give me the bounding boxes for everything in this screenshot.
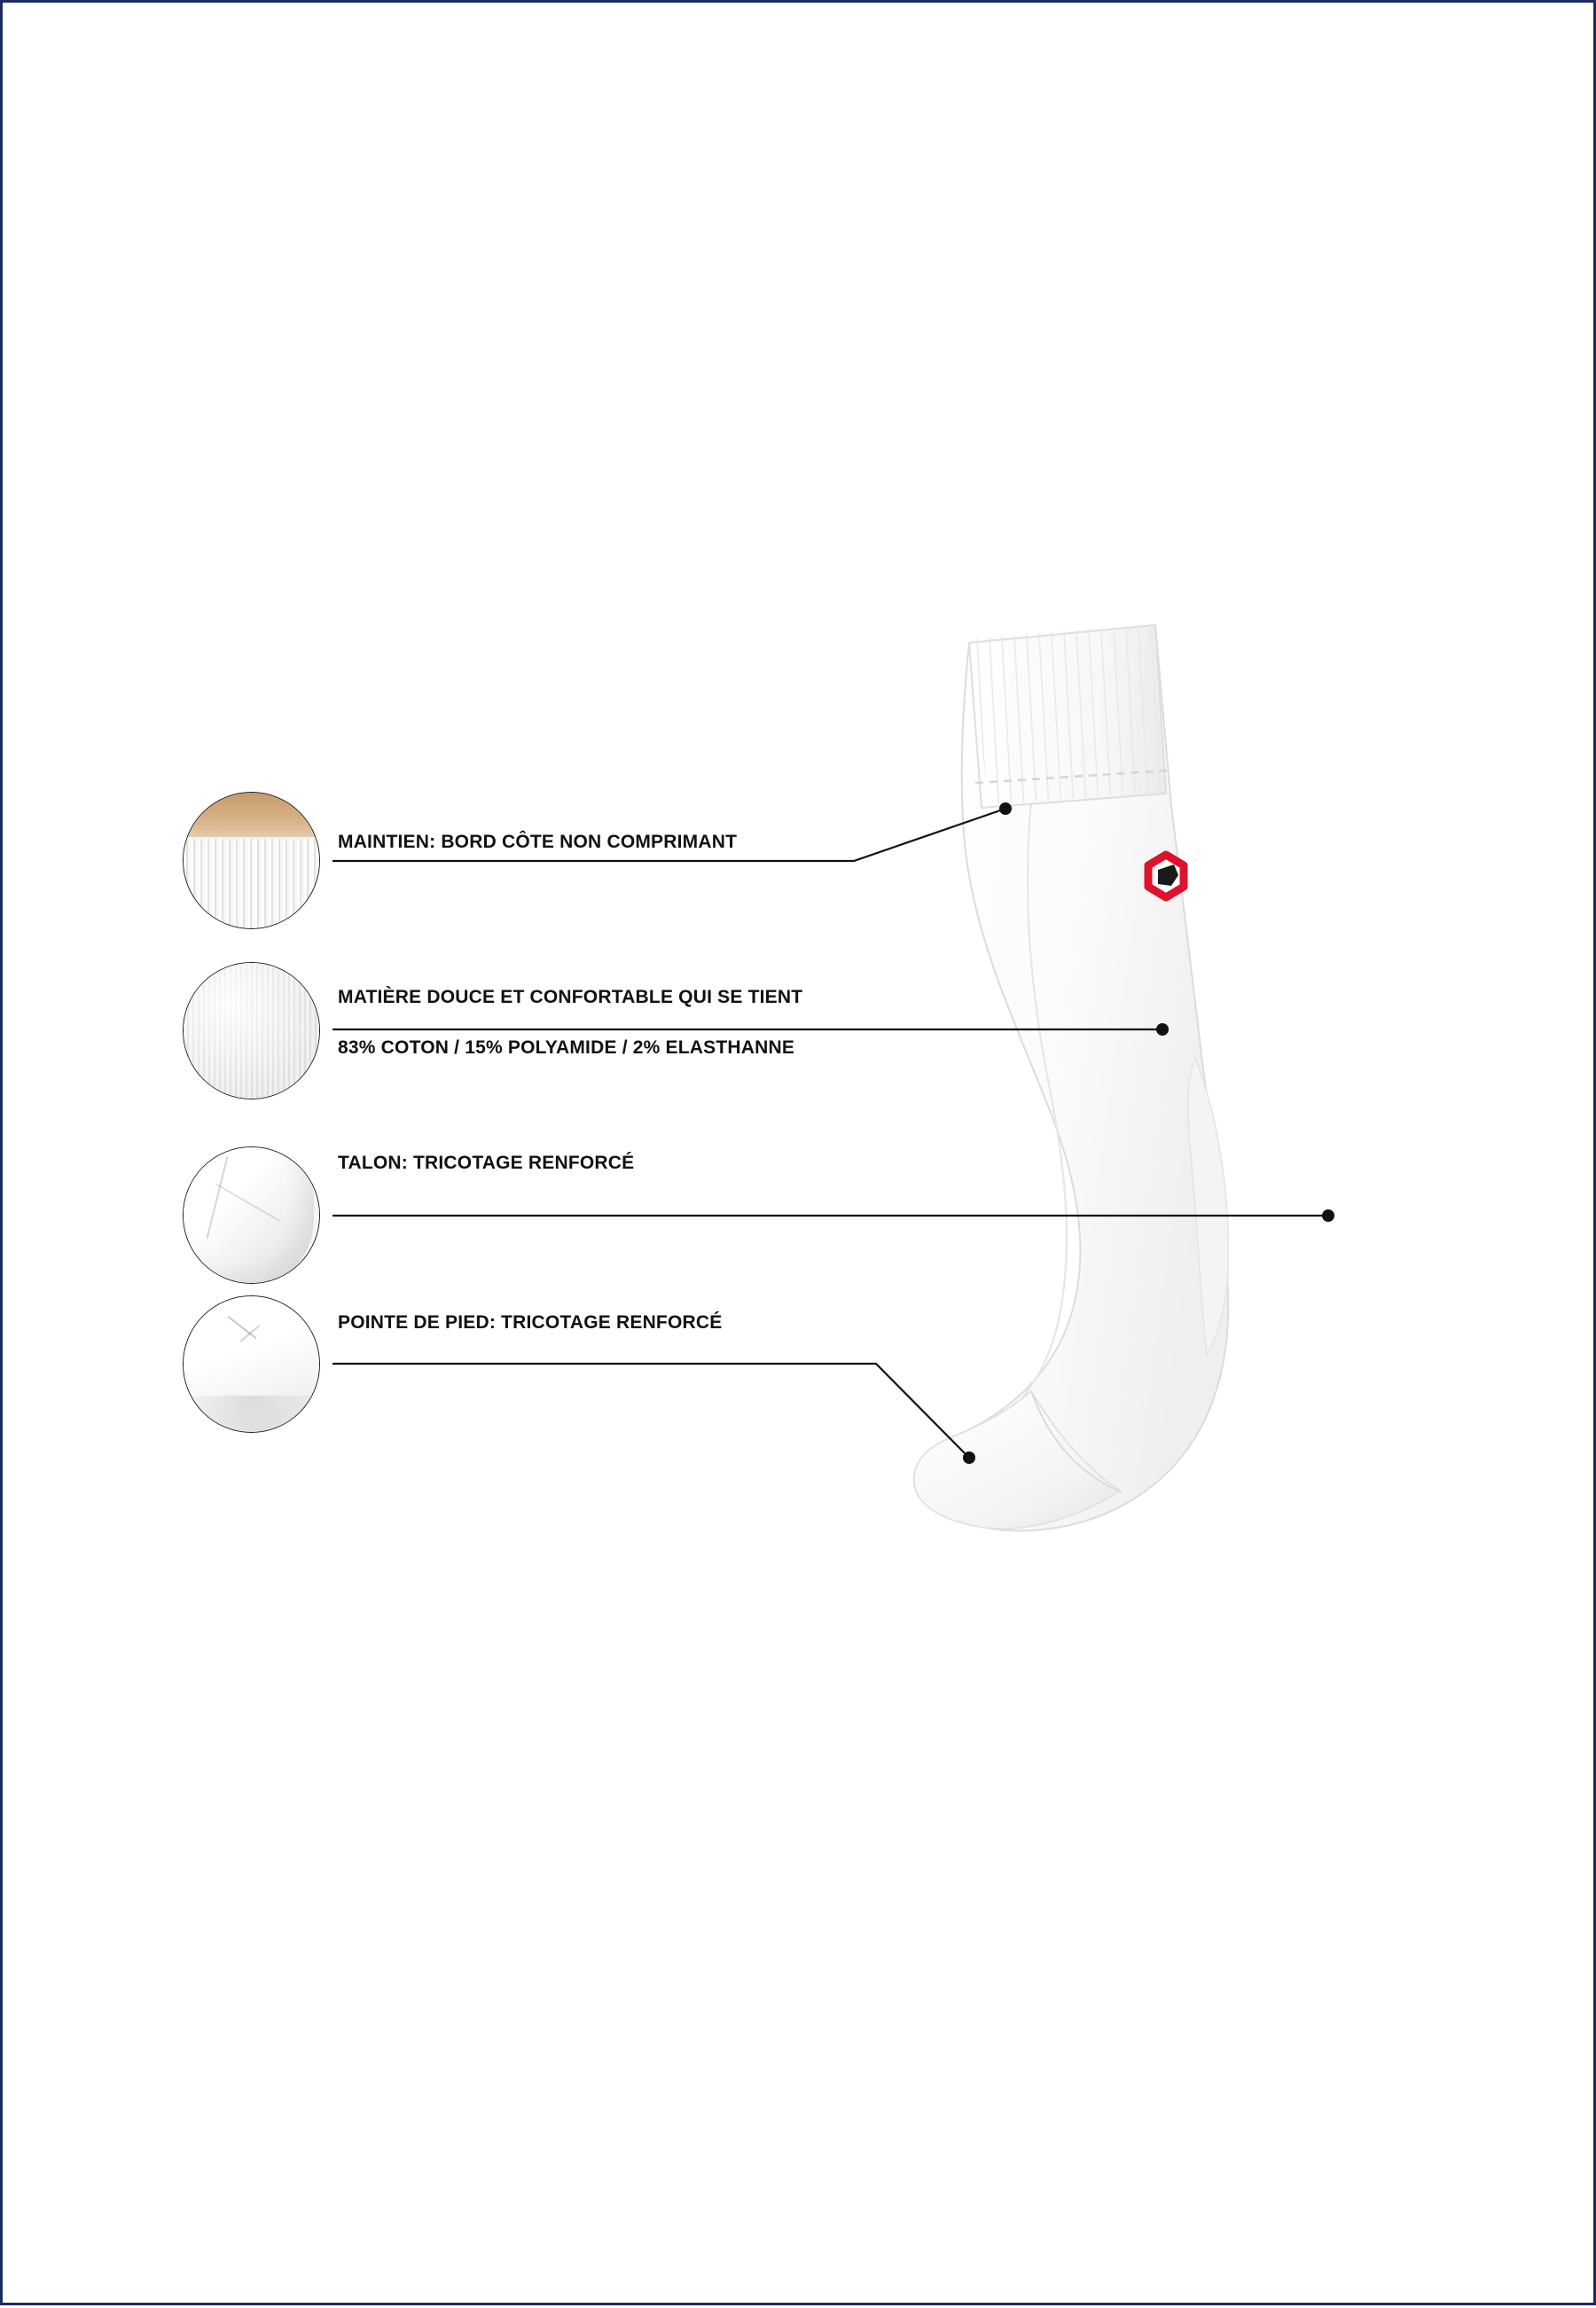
thumb-toe-image <box>184 1296 319 1432</box>
hexagon-logo-icon <box>1148 855 1184 897</box>
callout-label-talon: TALON: TRICOTAGE RENFORCÉ <box>338 1153 635 1173</box>
thumb-heel-image <box>184 1147 319 1283</box>
callout-label-matiere: MATIÈRE DOUCE ET CONFORTABLE QUI SE TIENT <box>338 987 803 1007</box>
thumb-toe <box>183 1295 320 1433</box>
thumb-cuff-rib-image <box>184 793 319 928</box>
callout-label-pointe: POINTE DE PIED: TRICOTAGE RENFORCÉ <box>338 1312 723 1333</box>
thumb-cuff-rib <box>183 792 320 929</box>
sock-illustration <box>914 611 1229 1530</box>
callout-label-maintien: MAINTIEN: BORD CÔTE NON COMPRIMANT <box>338 832 738 852</box>
endpoint-heel <box>1322 1209 1334 1222</box>
thumb-knit-fabric-image <box>184 963 319 1099</box>
endpoint-toe <box>963 1451 975 1464</box>
endpoint-cuff <box>999 802 1012 815</box>
thumb-knit-fabric <box>183 962 320 1099</box>
thumb-heel <box>183 1146 320 1284</box>
endpoint-fabric <box>1156 1023 1169 1036</box>
sock-cuff <box>969 625 1166 808</box>
callout-sublabel-composition: 83% COTON / 15% POLYAMIDE / 2% ELASTHANNE <box>338 1037 795 1058</box>
